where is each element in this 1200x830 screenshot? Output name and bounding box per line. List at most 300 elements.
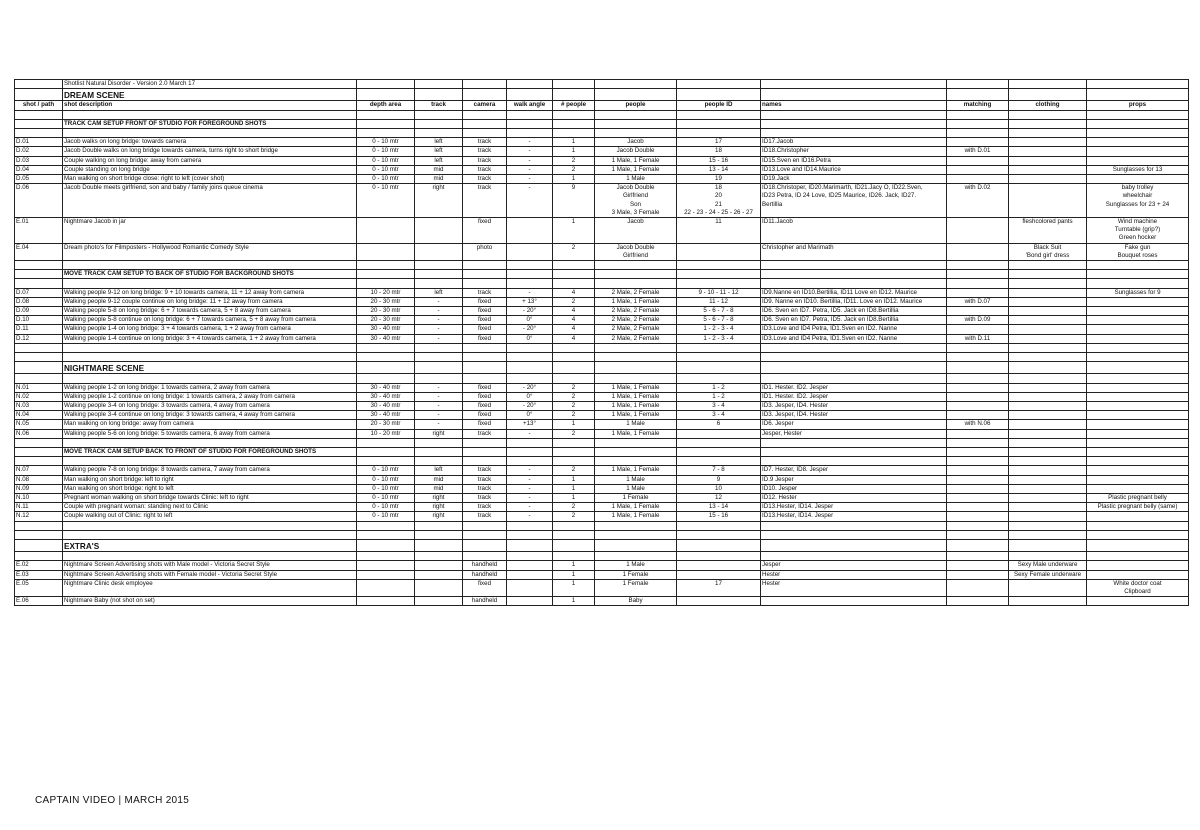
cell-props: [1087, 411, 1189, 420]
cell-props: [1087, 466, 1189, 475]
cell-track: -: [415, 383, 463, 392]
header-people-id: people ID: [677, 101, 761, 110]
cell-people-count: 2: [553, 297, 595, 306]
cell-track: [415, 570, 463, 579]
cell-track: -: [415, 392, 463, 401]
cell-description: Walking people 1-2 continue on long bridge: 1 towards camera, 2 away from camera: [63, 392, 357, 401]
cell-depth: 20 - 30 mtr: [357, 297, 415, 306]
cell-description: Walking people 5-8 on long bridge: 6 + 7 towards camera, 5 + 8 away from camera: [63, 307, 357, 316]
cell-clothing: [1009, 383, 1087, 392]
cell-names: ID3. Jesper, ID4. Hester: [761, 402, 947, 411]
cell-camera: track: [463, 512, 507, 521]
cell-names: ID6. Sven en ID7. Petra, ID5. Jack en ID8.Bertillia: [761, 307, 947, 316]
cell-camera: track: [463, 165, 507, 174]
cell-matching: [947, 383, 1009, 392]
shot-row: [15, 334, 1189, 343]
shot-row: [15, 297, 1189, 306]
shotlist-table: [14, 79, 1189, 606]
cell-camera: handheld: [463, 561, 507, 570]
cell-shot: D.12: [15, 334, 63, 343]
cell-people-id: 1 - 2 - 3 - 4: [677, 325, 761, 334]
cell-walk: 0°: [507, 316, 553, 325]
cell-depth: 10 - 20 mtr: [357, 429, 415, 438]
cell-people-count: 2: [553, 243, 595, 260]
cell-walk: [507, 597, 553, 606]
cell-people-id: 6: [677, 420, 761, 429]
cell-people: 1 Male, 1 Female: [595, 503, 677, 512]
shot-row: [15, 475, 1189, 484]
cell-camera: fixed: [463, 334, 507, 343]
cell-props: [1087, 570, 1189, 579]
cell-clothing: [1009, 579, 1087, 596]
cell-clothing: [1009, 325, 1087, 334]
cell-camera: track: [463, 138, 507, 147]
cell-props: [1087, 175, 1189, 184]
cell-shot: N.01: [15, 383, 63, 392]
blank-row: [15, 261, 1189, 270]
cell-people-count: 9: [553, 184, 595, 218]
cell-props: baby trolley wheelchair Sunglasses for 23 + 24: [1087, 184, 1189, 218]
cell-matching: [947, 494, 1009, 503]
cell-walk: [507, 579, 553, 596]
cell-props: [1087, 475, 1189, 484]
cell-depth: 0 - 10 mtr: [357, 503, 415, 512]
cell-matching: [947, 165, 1009, 174]
cell-track: [415, 597, 463, 606]
cell-matching: [947, 570, 1009, 579]
cell-description: Man walking on short bridge: right to left: [63, 484, 357, 493]
cell-camera: track: [463, 156, 507, 165]
shot-row: [15, 402, 1189, 411]
header-matching: matching: [947, 101, 1009, 110]
cell-camera: track: [463, 466, 507, 475]
shot-row: [15, 184, 1189, 218]
cell-matching: [947, 175, 1009, 184]
cell-people: 2 Male, 2 Female: [595, 325, 677, 334]
cell-people: Jacob Double Girlfriend Son 3 Male, 3 Female: [595, 184, 677, 218]
cell-camera: fixed: [463, 307, 507, 316]
cell-clothing: [1009, 402, 1087, 411]
cell-description: Couple walking on long bridge: away from camera: [63, 156, 357, 165]
cell-names: ID3.Love and ID4 Petra, ID1.Sven en ID2. Nanne: [761, 334, 947, 343]
header-description: shot description: [63, 101, 357, 110]
cell-props: Wind machine Turntable (grip?) Green hocker: [1087, 218, 1189, 244]
cell-names: ID6. Jesper: [761, 420, 947, 429]
cell-people: Jacob Double Girlfriend: [595, 243, 677, 260]
cell-props: Fake gun Bouquet roses: [1087, 243, 1189, 260]
cell-description: Couple with pregnant woman: standing next to Clinic: [63, 503, 357, 512]
cell-matching: [947, 597, 1009, 606]
cell-camera: fixed: [463, 392, 507, 401]
blank-row: [15, 530, 1189, 539]
cell-people: Jacob Double: [595, 147, 677, 156]
cell-track: -: [415, 325, 463, 334]
cell-shot: D.10: [15, 316, 63, 325]
cell-people-id: 9: [677, 475, 761, 484]
cell-walk: -: [507, 156, 553, 165]
cell-people-count: 2: [553, 503, 595, 512]
cell-depth: 20 - 30 mtr: [357, 316, 415, 325]
cell-track: [415, 561, 463, 570]
shot-row: [15, 138, 1189, 147]
cell-props: [1087, 325, 1189, 334]
cell-description: Walking people 9-12 couple continue on long bridge: 11 + 12 away from camera: [63, 297, 357, 306]
cell-description: Walking people 5-8 continue on long bridge: 6 + 7 towards camera, 5 + 8 away from camera: [63, 316, 357, 325]
cell-props: [1087, 383, 1189, 392]
cell-walk: 0°: [507, 392, 553, 401]
setup-note: MOVE TRACK CAM SETUP TO BACK OF STUDIO FOR BACKGROUND SHOTS: [63, 270, 357, 279]
cell-shot: E.02: [15, 561, 63, 570]
cell-description: Walking people 3-4 on long bridge: 3 towards camera, 4 away from camera: [63, 402, 357, 411]
cell-people-id: [677, 570, 761, 579]
cell-depth: 30 - 40 mtr: [357, 325, 415, 334]
setup-row: [15, 448, 1189, 457]
cell-people: 1 Female: [595, 494, 677, 503]
cell-camera: photo: [463, 243, 507, 260]
cell-clothing: [1009, 184, 1087, 218]
cell-props: [1087, 147, 1189, 156]
cell-depth: [357, 597, 415, 606]
blank-row: [15, 353, 1189, 362]
cell-depth: 30 - 40 mtr: [357, 402, 415, 411]
cell-people-id: 5 - 6 - 7 - 8: [677, 316, 761, 325]
cell-depth: 0 - 10 mtr: [357, 466, 415, 475]
cell-track: left: [415, 147, 463, 156]
cell-description: Nightmare Baby (not shot on set): [63, 597, 357, 606]
cell-props: [1087, 156, 1189, 165]
cell-matching: [947, 411, 1009, 420]
cell-depth: 20 - 30 mtr: [357, 420, 415, 429]
cell-depth: 0 - 10 mtr: [357, 156, 415, 165]
cell-people-count: 1: [553, 147, 595, 156]
cell-walk: -: [507, 429, 553, 438]
cell-props: [1087, 429, 1189, 438]
cell-people: 1 Male, 1 Female: [595, 165, 677, 174]
cell-camera: track: [463, 288, 507, 297]
cell-clothing: [1009, 288, 1087, 297]
cell-people: 2 Male, 2 Female: [595, 288, 677, 297]
cell-depth: [357, 570, 415, 579]
cell-track: right: [415, 494, 463, 503]
setup-note: MOVE TRACK CAM SETUP BACK TO FRONT OF STUDIO FOR FOREGROUND SHOTS: [63, 448, 357, 457]
setup-note: TRACK CAM SETUP FRONT OF STUDIO FOR FOREGROUND SHOTS: [63, 119, 357, 128]
cell-people-count: 1: [553, 579, 595, 596]
blank-row: [15, 110, 1189, 119]
shot-row: [15, 466, 1189, 475]
cell-names: Jesper: [761, 561, 947, 570]
shot-row: [15, 561, 1189, 570]
cell-description: Walking people 7-8 on long bridge: 8 towards camera, 7 away from camera: [63, 466, 357, 475]
cell-shot: N.08: [15, 475, 63, 484]
cell-names: Hester: [761, 579, 947, 596]
cell-people: 1 Male: [595, 475, 677, 484]
cell-shot: D.06: [15, 184, 63, 218]
cell-camera: track: [463, 503, 507, 512]
cell-props: White doctor coat Clipboard: [1087, 579, 1189, 596]
cell-depth: 0 - 10 mtr: [357, 175, 415, 184]
cell-camera: fixed: [463, 420, 507, 429]
scene-title: DREAM SCENE: [63, 89, 357, 101]
cell-people: 1 Male, 1 Female: [595, 429, 677, 438]
shot-row: [15, 420, 1189, 429]
cell-names: [761, 597, 947, 606]
cell-description: Walking people 1-4 continue on long bridge: 3 + 4 towards camera, 1 + 2 away from camera: [63, 334, 357, 343]
cell-depth: 20 - 30 mtr: [357, 307, 415, 316]
cell-description: Dream photo's for Filmposters - Hollywood Romantic Comedy Style: [63, 243, 357, 260]
cell-description: Nightmare Clinic desk employee: [63, 579, 357, 596]
cell-shot: N.04: [15, 411, 63, 420]
cell-walk: 0°: [507, 411, 553, 420]
scene-title-row: [15, 539, 1189, 551]
document-title: Shotlist Natural Disorder - Version 2.0 March 17: [63, 80, 357, 89]
cell-depth: 30 - 40 mtr: [357, 392, 415, 401]
cell-camera: fixed: [463, 325, 507, 334]
header-track: track: [415, 101, 463, 110]
cell-people-count: 2: [553, 392, 595, 401]
header-people-count: # people: [553, 101, 595, 110]
cell-clothing: [1009, 484, 1087, 493]
cell-track: [415, 579, 463, 596]
cell-people: Jacob: [595, 218, 677, 244]
cell-description: Nightmare Jacob in jar: [63, 218, 357, 244]
cell-props: [1087, 316, 1189, 325]
cell-props: [1087, 297, 1189, 306]
cell-people-count: 2: [553, 512, 595, 521]
cell-walk: [507, 243, 553, 260]
cell-people: 1 Female: [595, 570, 677, 579]
cell-matching: [947, 243, 1009, 260]
cell-people-count: 1: [553, 484, 595, 493]
cell-people-count: 2: [553, 165, 595, 174]
cell-description: Man walking on short bridge close: right to left (cover shot): [63, 175, 357, 184]
cell-people-id: 3 - 4: [677, 411, 761, 420]
cell-shot: N.09: [15, 484, 63, 493]
cell-people-count: 2: [553, 411, 595, 420]
cell-track: -: [415, 307, 463, 316]
cell-depth: [357, 561, 415, 570]
cell-description: Man walking on short bridge: left to right: [63, 475, 357, 484]
cell-people: 1 Male: [595, 175, 677, 184]
cell-shot: D.03: [15, 156, 63, 165]
cell-shot: D.02: [15, 147, 63, 156]
cell-names: ID9.Nanne en ID10.Bertillia, ID11 Love en ID12. Maurice: [761, 288, 947, 297]
cell-people-id: 15 - 16: [677, 156, 761, 165]
cell-people-count: 1: [553, 175, 595, 184]
cell-people: 1 Male, 1 Female: [595, 402, 677, 411]
cell-camera: handheld: [463, 570, 507, 579]
cell-matching: [947, 218, 1009, 244]
cell-shot: E.06: [15, 597, 63, 606]
cell-clothing: [1009, 503, 1087, 512]
cell-people: 1 Male: [595, 484, 677, 493]
cell-clothing: [1009, 316, 1087, 325]
cell-depth: [357, 243, 415, 260]
cell-shot: E.01: [15, 218, 63, 244]
cell-shot: N.10: [15, 494, 63, 503]
cell-walk: -: [507, 466, 553, 475]
cell-track: mid: [415, 484, 463, 493]
cell-camera: track: [463, 484, 507, 493]
document-title-row: [15, 80, 1189, 89]
cell-camera: track: [463, 184, 507, 218]
column-header-row: [15, 101, 1189, 110]
cell-walk: -: [507, 484, 553, 493]
cell-matching: [947, 503, 1009, 512]
cell-props: [1087, 334, 1189, 343]
cell-clothing: fleshcolored pants: [1009, 218, 1087, 244]
cell-people-count: 4: [553, 288, 595, 297]
cell-camera: track: [463, 147, 507, 156]
cell-names: ID13.Hester, ID14. Jesper: [761, 512, 947, 521]
cell-names: ID11.Jacob: [761, 218, 947, 244]
cell-shot: D.01: [15, 138, 63, 147]
cell-matching: [947, 156, 1009, 165]
cell-matching: with D.07: [947, 297, 1009, 306]
shot-row: [15, 383, 1189, 392]
cell-description: Walking people 5-6 on long bridge: 5 towards camera, 6 away from camera: [63, 429, 357, 438]
cell-clothing: [1009, 165, 1087, 174]
cell-camera: handheld: [463, 597, 507, 606]
shot-row: [15, 165, 1189, 174]
cell-depth: 0 - 10 mtr: [357, 147, 415, 156]
cell-names: ID3.Love and ID4 Petra, ID1.Sven en ID2. Nanne: [761, 325, 947, 334]
cell-track: mid: [415, 175, 463, 184]
cell-clothing: [1009, 597, 1087, 606]
cell-track: mid: [415, 165, 463, 174]
cell-description: Couple walking out of Clinic: right to left: [63, 512, 357, 521]
cell-clothing: Black Suit 'Bond girl' dress: [1009, 243, 1087, 260]
cell-description: Walking people 1-4 on long bridge: 3 + 4 towards camera, 1 + 2 away from camera: [63, 325, 357, 334]
cell-track: mid: [415, 475, 463, 484]
cell-people-id: 1 - 2: [677, 392, 761, 401]
cell-walk: -: [507, 288, 553, 297]
cell-people: Baby: [595, 597, 677, 606]
cell-people-id: 7 - 8: [677, 466, 761, 475]
cell-depth: 0 - 10 mtr: [357, 512, 415, 521]
shot-row: [15, 429, 1189, 438]
setup-row: [15, 119, 1189, 128]
cell-shot: N.03: [15, 402, 63, 411]
shot-row: [15, 570, 1189, 579]
blank-row: [15, 457, 1189, 466]
cell-matching: [947, 579, 1009, 596]
cell-track: -: [415, 402, 463, 411]
cell-people-count: 1: [553, 218, 595, 244]
cell-camera: track: [463, 429, 507, 438]
cell-people-id: 17: [677, 138, 761, 147]
cell-people: 1 Male, 1 Female: [595, 466, 677, 475]
cell-people-id: 18: [677, 147, 761, 156]
cell-depth: 0 - 10 mtr: [357, 475, 415, 484]
shot-row: [15, 288, 1189, 297]
cell-names: ID9. Nanne en ID10. Bertillia, ID11. Love en ID12. Maurice: [761, 297, 947, 306]
cell-shot: N.07: [15, 466, 63, 475]
cell-walk: -: [507, 503, 553, 512]
cell-people-id: [677, 597, 761, 606]
cell-matching: [947, 561, 1009, 570]
header-names: names: [761, 101, 947, 110]
cell-walk: - 20°: [507, 383, 553, 392]
cell-matching: [947, 307, 1009, 316]
cell-clothing: [1009, 334, 1087, 343]
cell-camera: fixed: [463, 218, 507, 244]
header-camera: camera: [463, 101, 507, 110]
shot-row: [15, 411, 1189, 420]
cell-shot: N.11: [15, 503, 63, 512]
cell-depth: 0 - 10 mtr: [357, 484, 415, 493]
cell-clothing: [1009, 175, 1087, 184]
cell-track: left: [415, 138, 463, 147]
cell-props: [1087, 420, 1189, 429]
cell-names: ID15.Sven en ID16.Petra: [761, 156, 947, 165]
cell-people: 2 Male, 2 Female: [595, 316, 677, 325]
cell-track: right: [415, 503, 463, 512]
cell-names: ID12. Hester: [761, 494, 947, 503]
cell-clothing: [1009, 297, 1087, 306]
cell-track: -: [415, 316, 463, 325]
cell-description: Walking people 9-12 on long bridge: 9 + 10 towards camera, 11 + 12 away from camera: [63, 288, 357, 297]
cell-camera: fixed: [463, 316, 507, 325]
cell-track: right: [415, 512, 463, 521]
cell-people-count: 1: [553, 561, 595, 570]
cell-people-id: 11 - 12: [677, 297, 761, 306]
cell-clothing: [1009, 411, 1087, 420]
cell-props: Plastic pregnant belly: [1087, 494, 1189, 503]
cell-people-count: 1: [553, 420, 595, 429]
cell-people-count: 4: [553, 316, 595, 325]
header-people: people: [595, 101, 677, 110]
cell-matching: [947, 325, 1009, 334]
cell-people-id: 12: [677, 494, 761, 503]
cell-walk: -: [507, 512, 553, 521]
cell-clothing: Sexy Female underware: [1009, 570, 1087, 579]
cell-description: Jacob Double meets girlfriend, son and baby / family joins queue cinema: [63, 184, 357, 218]
cell-shot: D.04: [15, 165, 63, 174]
cell-people-count: 2: [553, 383, 595, 392]
cell-people-count: 1: [553, 494, 595, 503]
cell-walk: 0°: [507, 334, 553, 343]
cell-description: Walking people 1-2 on long bridge: 1 towards camera, 2 away from camera: [63, 383, 357, 392]
header-walk: walk angle: [507, 101, 553, 110]
setup-row: [15, 270, 1189, 279]
cell-people-id: 3 - 4: [677, 402, 761, 411]
cell-people-id: 1 - 2: [677, 383, 761, 392]
cell-camera: track: [463, 175, 507, 184]
header-depth: depth area: [357, 101, 415, 110]
cell-walk: +13°: [507, 420, 553, 429]
cell-clothing: [1009, 466, 1087, 475]
cell-walk: -: [507, 494, 553, 503]
cell-names: ID10. Jesper: [761, 484, 947, 493]
shot-row: [15, 147, 1189, 156]
cell-clothing: [1009, 429, 1087, 438]
cell-clothing: [1009, 156, 1087, 165]
cell-people: 1 Male: [595, 561, 677, 570]
cell-camera: track: [463, 494, 507, 503]
cell-depth: 0 - 10 mtr: [357, 494, 415, 503]
cell-track: -: [415, 297, 463, 306]
blank-row: [15, 521, 1189, 530]
blank-row: [15, 343, 1189, 352]
shot-row: [15, 156, 1189, 165]
cell-people-count: 1: [553, 138, 595, 147]
cell-people-id: 19: [677, 175, 761, 184]
cell-camera: fixed: [463, 383, 507, 392]
cell-shot: E.05: [15, 579, 63, 596]
cell-description: Nightmare Screen Advertising shots with Male model - Victoria Secret Style: [63, 561, 357, 570]
cell-description: Jacob walks on long bridge: towards camera: [63, 138, 357, 147]
cell-names: ID13.Hester, ID14. Jesper: [761, 503, 947, 512]
